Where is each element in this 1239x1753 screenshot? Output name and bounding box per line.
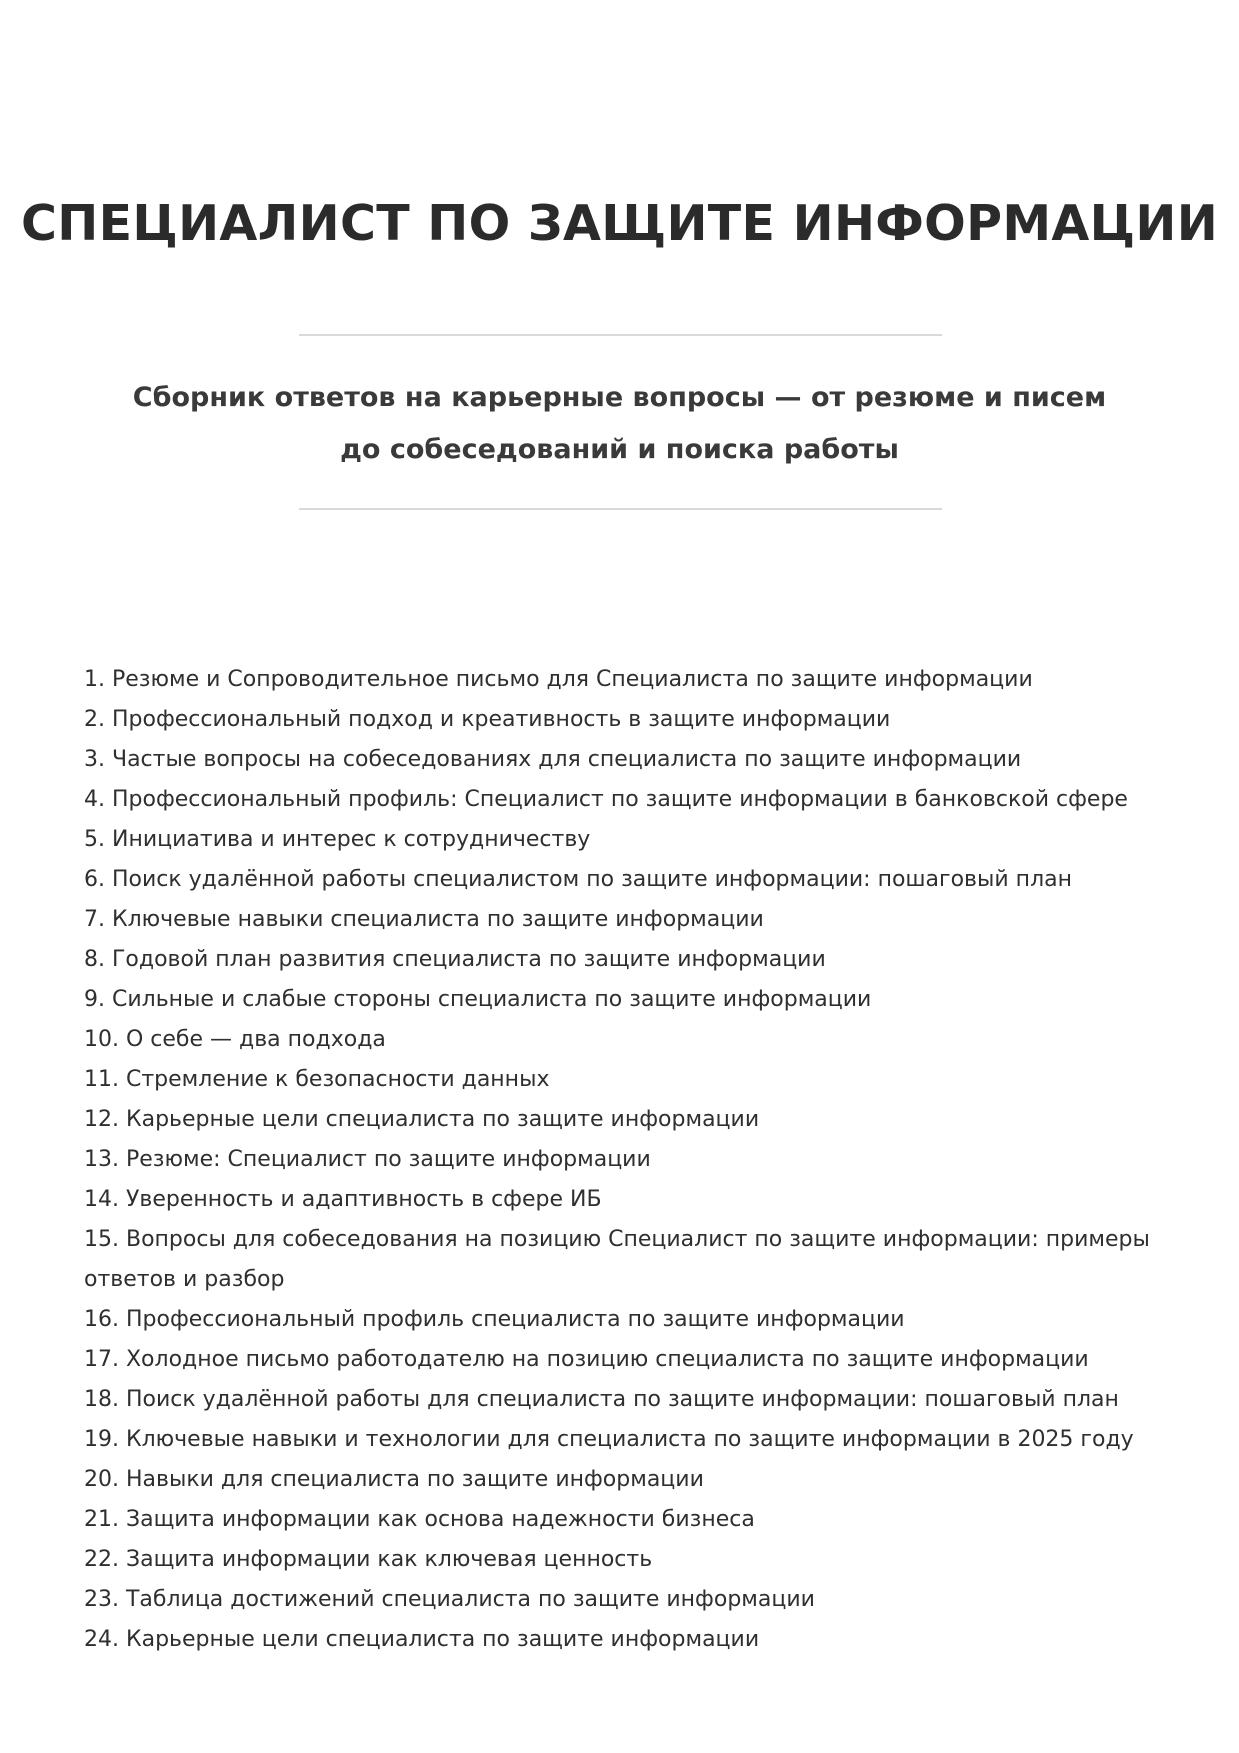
toc-item: 19. Ключевые навыки и технологии для специалиста по защите информации в 2025 году bbox=[84, 1427, 1134, 1452]
toc-item: 23. Таблица достижений специалиста по защите информации bbox=[84, 1587, 815, 1612]
toc-item: 11. Стремление к безопасности данных bbox=[84, 1067, 550, 1092]
toc-item: 2. Профессиональный подход и креативность в защите информации bbox=[84, 707, 891, 732]
toc-item: 4. Профессиональный профиль: Специалист по защите информации в банковской сфере bbox=[84, 787, 1128, 812]
toc-item: 15. Вопросы для собеседования на позицию Специалист по защите информации: примеры ответов и разбор bbox=[84, 1227, 1150, 1292]
toc-item: 18. Поиск удалённой работы для специалиста по защите информации: пошаговый план bbox=[84, 1387, 1119, 1412]
toc-item: 7. Ключевые навыки специалиста по защите информации bbox=[84, 907, 764, 932]
toc-item: 21. Защита информации как основа надежности бизнеса bbox=[84, 1507, 755, 1532]
toc-item: 16. Профессиональный профиль специалиста по защите информации bbox=[84, 1307, 905, 1332]
toc-item: 6. Поиск удалённой работы специалистом по защите информации: пошаговый план bbox=[84, 867, 1072, 892]
toc-item: 13. Резюме: Специалист по защите информации bbox=[84, 1147, 651, 1172]
toc-item: 5. Инициатива и интерес к сотрудничеству bbox=[84, 827, 591, 852]
toc-item: 14. Уверенность и адаптивность в сфере ИБ bbox=[84, 1187, 602, 1212]
toc-item: 8. Годовой план развития специалиста по защите информации bbox=[84, 947, 826, 972]
toc-item: 17. Холодное письмо работодателю на позицию специалиста по защите информации bbox=[84, 1347, 1089, 1372]
toc-item: 9. Сильные и слабые стороны специалиста по защите информации bbox=[84, 987, 872, 1012]
document-title: СПЕЦИАЛИСТ ПО ЗАЩИТЕ ИНФОРМАЦИИ bbox=[21, 195, 1218, 252]
toc-item: 12. Карьерные цели специалиста по защите информации bbox=[84, 1107, 760, 1132]
table-of-contents bbox=[84, 660, 1164, 1660]
document-subtitle: Сборник ответов на карьерные вопросы — от резюме и писем до собеседований и поиска работы bbox=[132, 382, 1107, 465]
toc-item: 24. Карьерные цели специалиста по защите информации bbox=[84, 1627, 760, 1652]
divider-top bbox=[299, 334, 942, 336]
toc-item: 20. Навыки для специалиста по защите информации bbox=[84, 1467, 704, 1492]
toc-item: 22. Защита информации как ключевая ценность bbox=[84, 1547, 653, 1572]
toc-item: 1. Резюме и Сопроводительное письмо для Специалиста по защите информации bbox=[84, 667, 1033, 692]
toc-item: 3. Частые вопросы на собеседованиях для специалиста по защите информации bbox=[84, 747, 1022, 772]
divider-bottom bbox=[299, 508, 942, 510]
toc-item: 10. О себе — два подхода bbox=[84, 1027, 386, 1052]
